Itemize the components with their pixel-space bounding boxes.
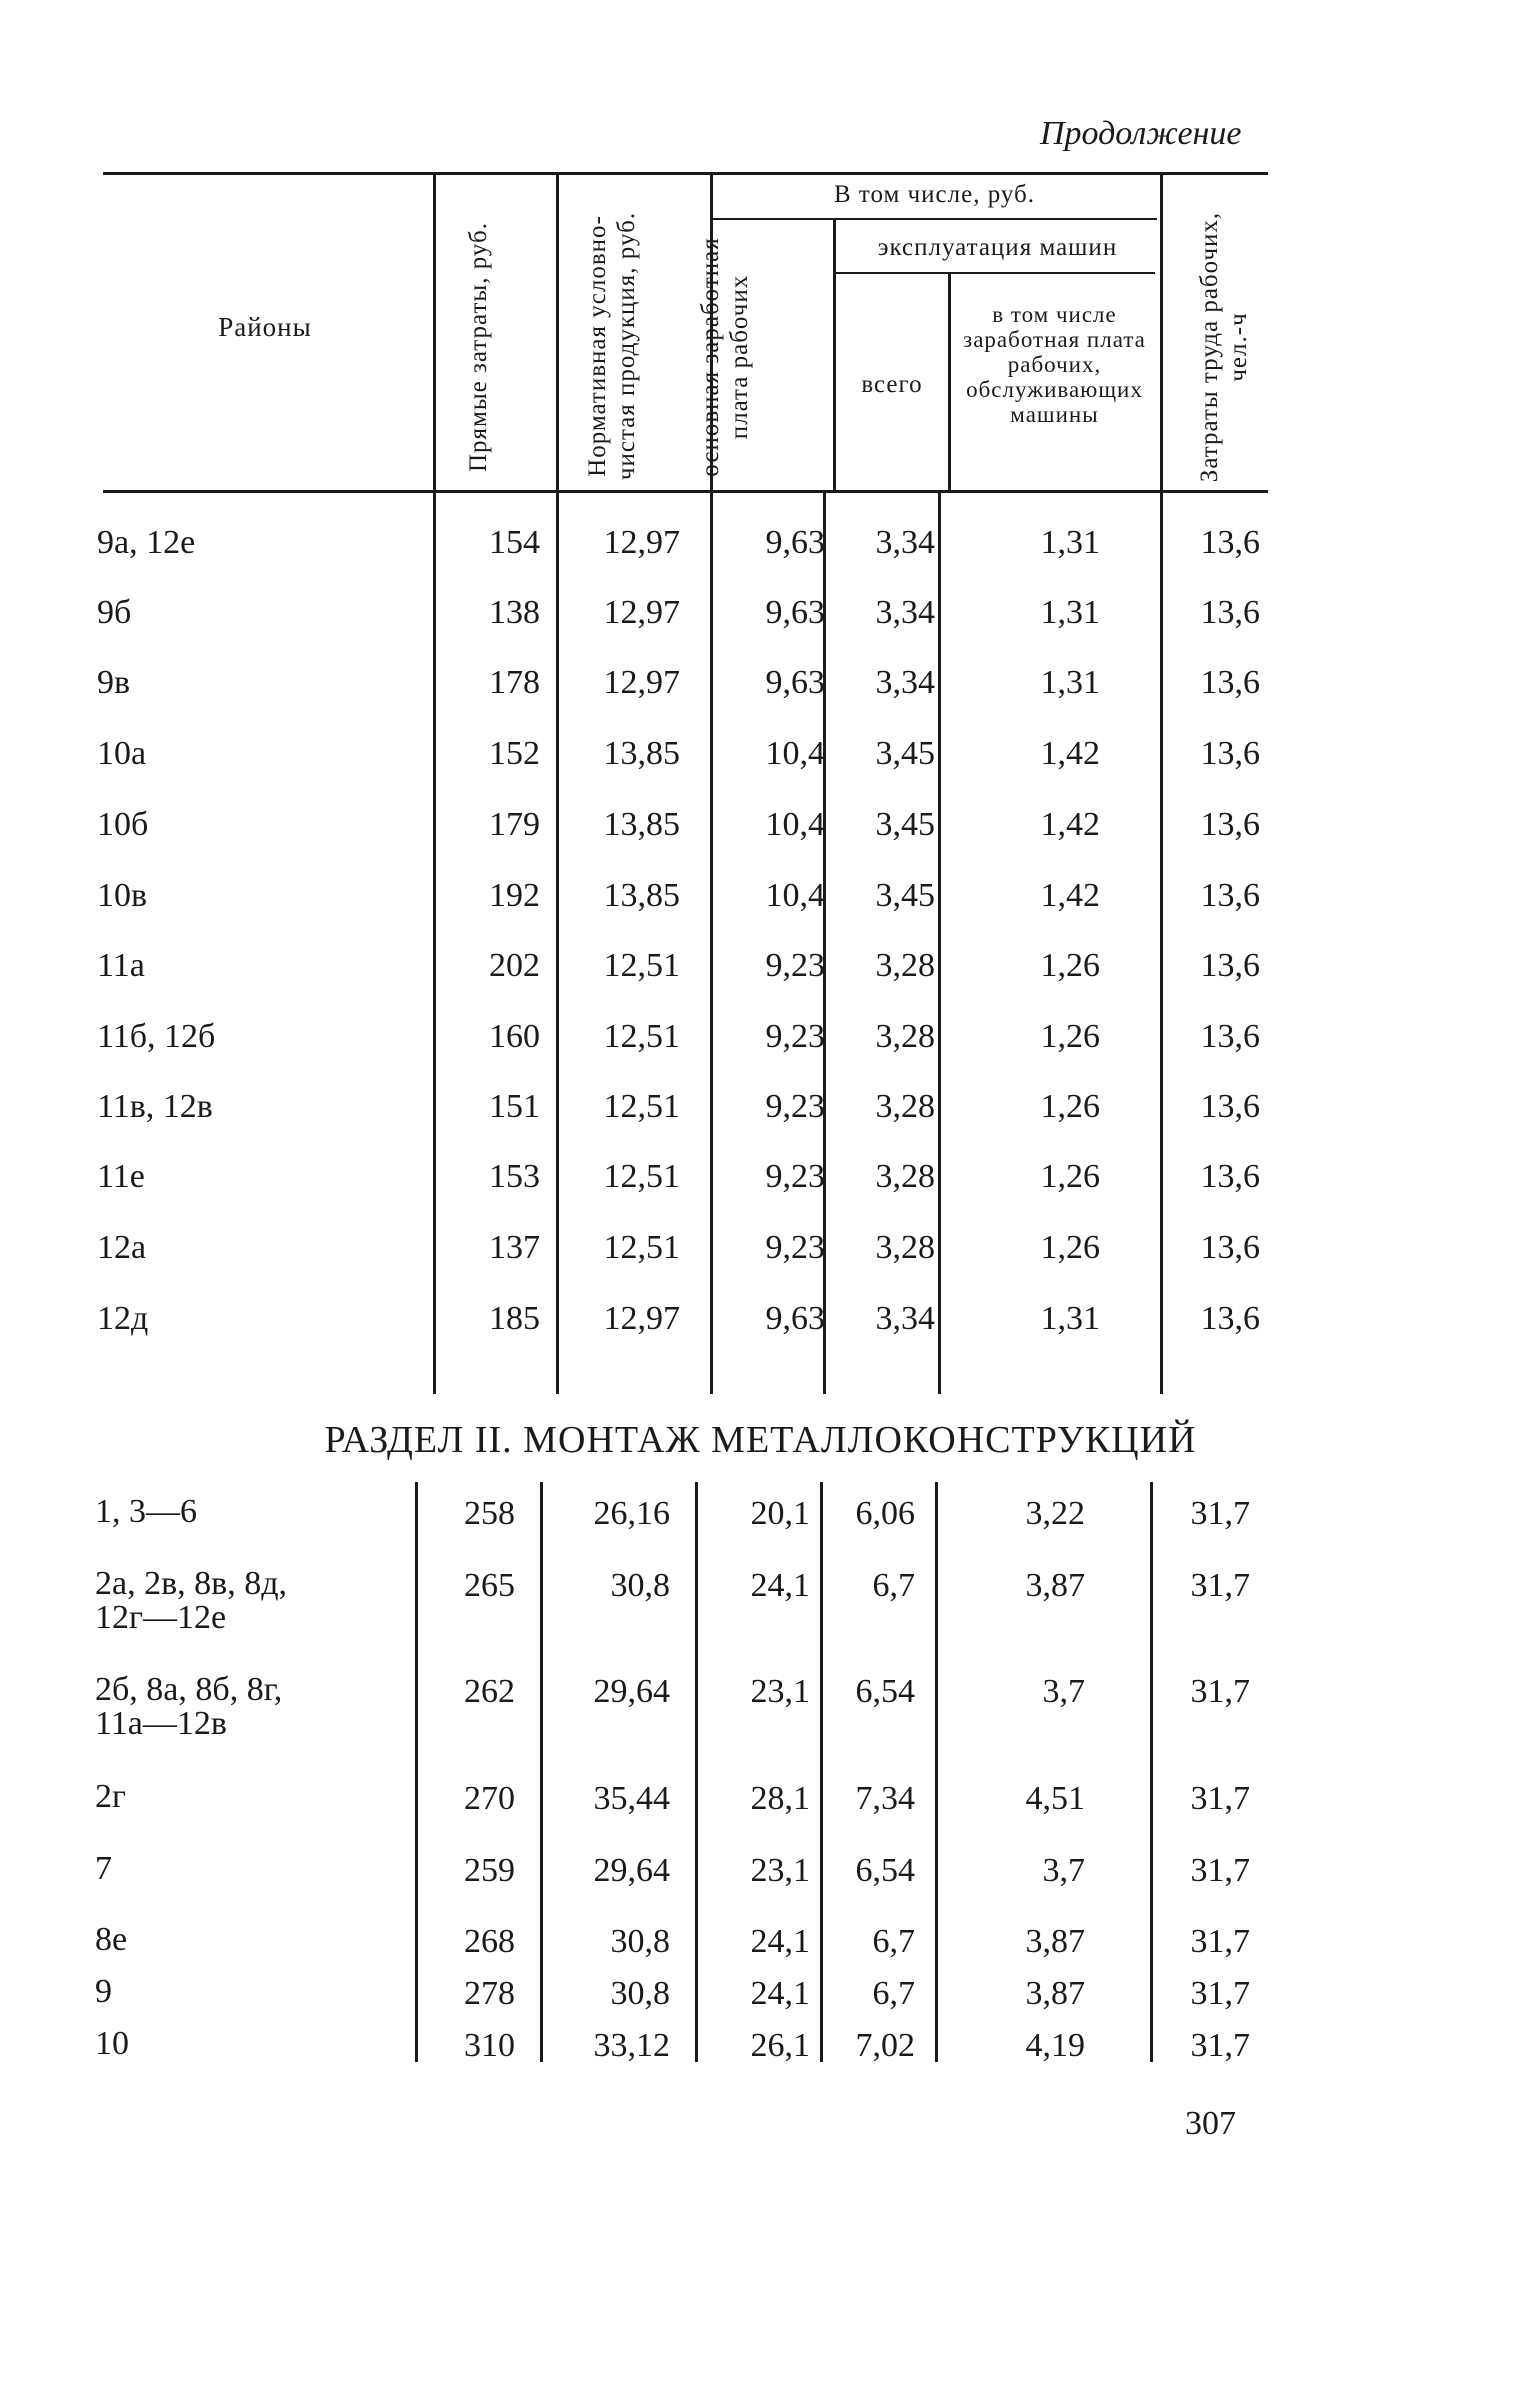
machine-total-cell: 3,34 — [875, 1300, 935, 1337]
district-cell: 9в — [97, 664, 131, 701]
normative-cell: 13,85 — [603, 735, 680, 772]
labor-cell: 31,7 — [1190, 2027, 1250, 2064]
direct-cost-cell: 185 — [489, 1300, 540, 1337]
normative-cell: 12,97 — [603, 524, 680, 561]
header-divider-1 — [433, 172, 436, 490]
machine-wage-cell: 4,19 — [1025, 2027, 1085, 2064]
machine-total-cell: 7,02 — [855, 2027, 915, 2064]
labor-cell: 13,6 — [1200, 1229, 1260, 1266]
machine-wage-cell: 3,7 — [1042, 1673, 1085, 1710]
base-wage-cell: 20,1 — [750, 1495, 810, 1532]
labor-cell: 13,6 — [1200, 877, 1260, 914]
normative-cell: 33,12 — [593, 2027, 670, 2064]
machine-total-cell: 3,28 — [875, 947, 935, 984]
base-wage-cell: 24,1 — [750, 1975, 810, 2012]
machine-total-cell: 3,34 — [875, 594, 935, 631]
direct-cost-cell: 179 — [489, 806, 540, 843]
table-top-rule — [103, 172, 1268, 175]
machine-total-cell: 3,28 — [875, 1088, 935, 1125]
base-wage-cell: 9,23 — [765, 1018, 825, 1055]
machine-wage-cell: 1,42 — [1040, 806, 1100, 843]
base-wage-cell: 23,1 — [750, 1673, 810, 1710]
body-divider-2 — [556, 492, 559, 1394]
normative-cell: 12,51 — [603, 1018, 680, 1055]
district-cell — [95, 1975, 112, 2009]
labor-cell: 13,6 — [1200, 1300, 1260, 1337]
including-rule — [712, 218, 1157, 220]
header-including: В том числе, руб. — [833, 181, 1036, 208]
header-normative-products: Нормативная условно-чистая продукция, руб. — [584, 211, 640, 481]
labor-cell: 31,7 — [1190, 1975, 1250, 2012]
district-cell: 11а — [97, 947, 145, 984]
machine-wage-cell: 1,26 — [1040, 1018, 1100, 1055]
normative-cell: 12,97 — [603, 594, 680, 631]
direct-cost-cell: 151 — [489, 1088, 540, 1125]
machine-wage-cell: 1,31 — [1040, 664, 1100, 701]
base-wage-cell: 10,4 — [765, 735, 825, 772]
machine-rule — [835, 272, 1155, 274]
labor-cell: 13,6 — [1200, 664, 1260, 701]
machine-wage-cell: 1,26 — [1040, 947, 1100, 984]
machine-wage-cell: 3,87 — [1025, 1567, 1085, 1604]
base-wage-cell: 9,23 — [765, 947, 825, 984]
district-line-1: 1, 3—6 — [95, 1493, 197, 1530]
labor-cell: 31,7 — [1190, 1673, 1250, 1710]
direct-cost-cell: 202 — [489, 947, 540, 984]
machine-wage-cell: 3,22 — [1025, 1495, 1085, 1532]
header-divider-2 — [556, 172, 559, 490]
district-cell — [95, 1567, 287, 1635]
header-labor-costs: Затраты труда рабочих, чел.-ч — [1196, 211, 1252, 483]
header-incl-wage: в том числе заработная плата рабочих, обслуживающих машины — [963, 302, 1146, 427]
district-line-1: 2б, 8а, 8б, 8г, — [95, 1671, 283, 1708]
machine-total-cell: 6,54 — [855, 1673, 915, 1710]
s2-divider-5 — [935, 1482, 938, 2062]
district-cell: 11е — [97, 1158, 145, 1195]
district-line-1: 2а, 2в, 8в, 8д, — [95, 1565, 287, 1602]
base-wage-cell: 9,63 — [765, 524, 825, 561]
base-wage-cell: 24,1 — [750, 1567, 810, 1604]
district-cell: 12а — [97, 1229, 147, 1266]
header-total: всего — [861, 371, 923, 398]
normative-cell: 12,97 — [603, 1300, 680, 1337]
base-wage-cell: 9,63 — [765, 594, 825, 631]
header-divider-6 — [1160, 172, 1163, 490]
body-divider-5 — [938, 492, 941, 1394]
district-line-1: 8е — [95, 1921, 128, 1958]
normative-cell: 13,85 — [603, 806, 680, 843]
header-bottom-rule — [103, 490, 1268, 493]
base-wage-cell: 10,4 — [765, 806, 825, 843]
district-cell — [95, 1495, 197, 1529]
normative-cell: 30,8 — [610, 1567, 670, 1604]
labor-cell: 13,6 — [1200, 735, 1260, 772]
normative-cell: 12,51 — [603, 1158, 680, 1195]
labor-cell: 31,7 — [1190, 1923, 1250, 1960]
machine-total-cell: 6,7 — [872, 1923, 915, 1960]
machine-total-cell: 3,34 — [875, 524, 935, 561]
district-cell: 12д — [97, 1300, 149, 1337]
labor-cell: 13,6 — [1200, 947, 1260, 984]
machine-wage-cell: 1,31 — [1040, 1300, 1100, 1337]
base-wage-cell: 26,1 — [750, 2027, 810, 2064]
machine-wage-cell: 1,31 — [1040, 594, 1100, 631]
district-cell — [95, 2027, 129, 2061]
direct-cost-cell: 268 — [464, 1923, 515, 1960]
machine-total-cell: 3,28 — [875, 1229, 935, 1266]
machine-total-cell: 3,28 — [875, 1018, 935, 1055]
direct-cost-cell: 262 — [464, 1673, 515, 1710]
machine-total-cell: 3,45 — [875, 877, 935, 914]
body-divider-1 — [433, 492, 436, 1394]
direct-cost-cell: 160 — [489, 1018, 540, 1055]
district-cell — [95, 1852, 112, 1886]
labor-cell: 13,6 — [1200, 806, 1260, 843]
direct-cost-cell: 192 — [489, 877, 540, 914]
labor-cell: 13,6 — [1200, 1018, 1260, 1055]
normative-cell: 12,51 — [603, 947, 680, 984]
labor-cell: 13,6 — [1200, 594, 1260, 631]
base-wage-cell: 9,63 — [765, 664, 825, 701]
direct-cost-cell: 259 — [464, 1852, 515, 1889]
machine-total-cell: 7,34 — [855, 1780, 915, 1817]
s2-divider-2 — [540, 1482, 543, 2062]
body-divider-3 — [710, 492, 713, 1394]
machine-total-cell: 3,34 — [875, 664, 935, 701]
normative-cell: 26,16 — [593, 1495, 670, 1532]
normative-cell: 12,51 — [603, 1088, 680, 1125]
labor-cell: 31,7 — [1190, 1852, 1250, 1889]
labor-cell: 13,6 — [1200, 524, 1260, 561]
normative-cell: 12,51 — [603, 1229, 680, 1266]
base-wage-cell: 9,63 — [765, 1300, 825, 1337]
machine-wage-cell: 4,51 — [1025, 1780, 1085, 1817]
district-cell: 10а — [97, 735, 147, 772]
labor-cell: 31,7 — [1190, 1780, 1250, 1817]
direct-cost-cell: 154 — [489, 524, 540, 561]
machine-wage-cell: 1,31 — [1040, 524, 1100, 561]
district-line-1: 2г — [95, 1778, 126, 1815]
section-title: РАЗДЕЛ II. МОНТАЖ МЕТАЛЛОКОНСТРУКЦИЙ — [324, 1419, 1197, 1461]
machine-wage-cell: 1,42 — [1040, 877, 1100, 914]
direct-cost-cell: 178 — [489, 664, 540, 701]
header-base-wage: основная заработная плата рабочих — [697, 237, 753, 477]
page-number: 307 — [1185, 2105, 1236, 2142]
base-wage-cell: 9,23 — [765, 1229, 825, 1266]
direct-cost-cell: 153 — [489, 1158, 540, 1195]
direct-cost-cell: 270 — [464, 1780, 515, 1817]
machine-wage-cell: 3,87 — [1025, 1975, 1085, 2012]
direct-cost-cell: 265 — [464, 1567, 515, 1604]
labor-cell: 13,6 — [1200, 1088, 1260, 1125]
normative-cell: 35,44 — [593, 1780, 670, 1817]
district-cell — [95, 1673, 282, 1741]
continuation-label: Продолжение — [1040, 115, 1242, 152]
district-cell — [95, 1923, 127, 1957]
base-wage-cell: 10,4 — [765, 877, 825, 914]
machine-total-cell: 3,45 — [875, 806, 935, 843]
base-wage-cell: 24,1 — [750, 1923, 810, 1960]
normative-cell: 29,64 — [593, 1673, 670, 1710]
base-wage-cell: 23,1 — [750, 1852, 810, 1889]
machine-wage-cell: 1,42 — [1040, 735, 1100, 772]
machine-wage-cell: 1,26 — [1040, 1158, 1100, 1195]
district-cell: 10б — [97, 806, 149, 843]
district-line-1: 9 — [95, 1973, 112, 2010]
header-direct-costs: Прямые затраты, руб. — [465, 221, 492, 473]
district-cell: 9б — [97, 594, 132, 631]
district-cell: 9а, 12е — [97, 524, 196, 561]
district-line-2: 11а—12в — [95, 1705, 227, 1742]
machine-wage-cell: 1,26 — [1040, 1088, 1100, 1125]
district-line-2: 12г—12е — [95, 1599, 227, 1636]
machine-total-cell: 6,7 — [872, 1567, 915, 1604]
direct-cost-cell: 137 — [489, 1229, 540, 1266]
header-divider-5 — [948, 272, 951, 490]
machine-total-cell: 6,06 — [855, 1495, 915, 1532]
normative-cell: 13,85 — [603, 877, 680, 914]
machine-wage-cell: 3,7 — [1042, 1852, 1085, 1889]
district-line-1: 7 — [95, 1850, 112, 1887]
direct-cost-cell: 152 — [489, 735, 540, 772]
header-machine-operation: эксплуатация машин — [877, 234, 1118, 261]
base-wage-cell: 28,1 — [750, 1780, 810, 1817]
labor-cell: 13,6 — [1200, 1158, 1260, 1195]
machine-total-cell: 6,54 — [855, 1852, 915, 1889]
s2-divider-3 — [695, 1482, 698, 2062]
district-cell — [95, 1780, 126, 1814]
district-line-1: 10 — [95, 2025, 129, 2062]
labor-cell: 31,7 — [1190, 1495, 1250, 1532]
machine-total-cell: 3,45 — [875, 735, 935, 772]
base-wage-cell: 9,23 — [765, 1158, 825, 1195]
district-cell: 10в — [97, 877, 148, 914]
machine-wage-cell: 3,87 — [1025, 1923, 1085, 1960]
header-districts: Районы — [218, 312, 312, 342]
machine-total-cell: 3,28 — [875, 1158, 935, 1195]
labor-cell: 31,7 — [1190, 1567, 1250, 1604]
direct-cost-cell: 278 — [464, 1975, 515, 2012]
direct-cost-cell: 310 — [464, 2027, 515, 2064]
district-cell: 11б, 12б — [97, 1018, 216, 1055]
machine-wage-cell: 1,26 — [1040, 1229, 1100, 1266]
normative-cell: 30,8 — [610, 1975, 670, 2012]
district-cell: 11в, 12в — [97, 1088, 213, 1125]
normative-cell: 29,64 — [593, 1852, 670, 1889]
direct-cost-cell: 258 — [464, 1495, 515, 1532]
direct-cost-cell: 138 — [489, 594, 540, 631]
normative-cell: 12,97 — [603, 664, 680, 701]
normative-cell: 30,8 — [610, 1923, 670, 1960]
base-wage-cell: 9,23 — [765, 1088, 825, 1125]
machine-total-cell: 6,7 — [872, 1975, 915, 2012]
